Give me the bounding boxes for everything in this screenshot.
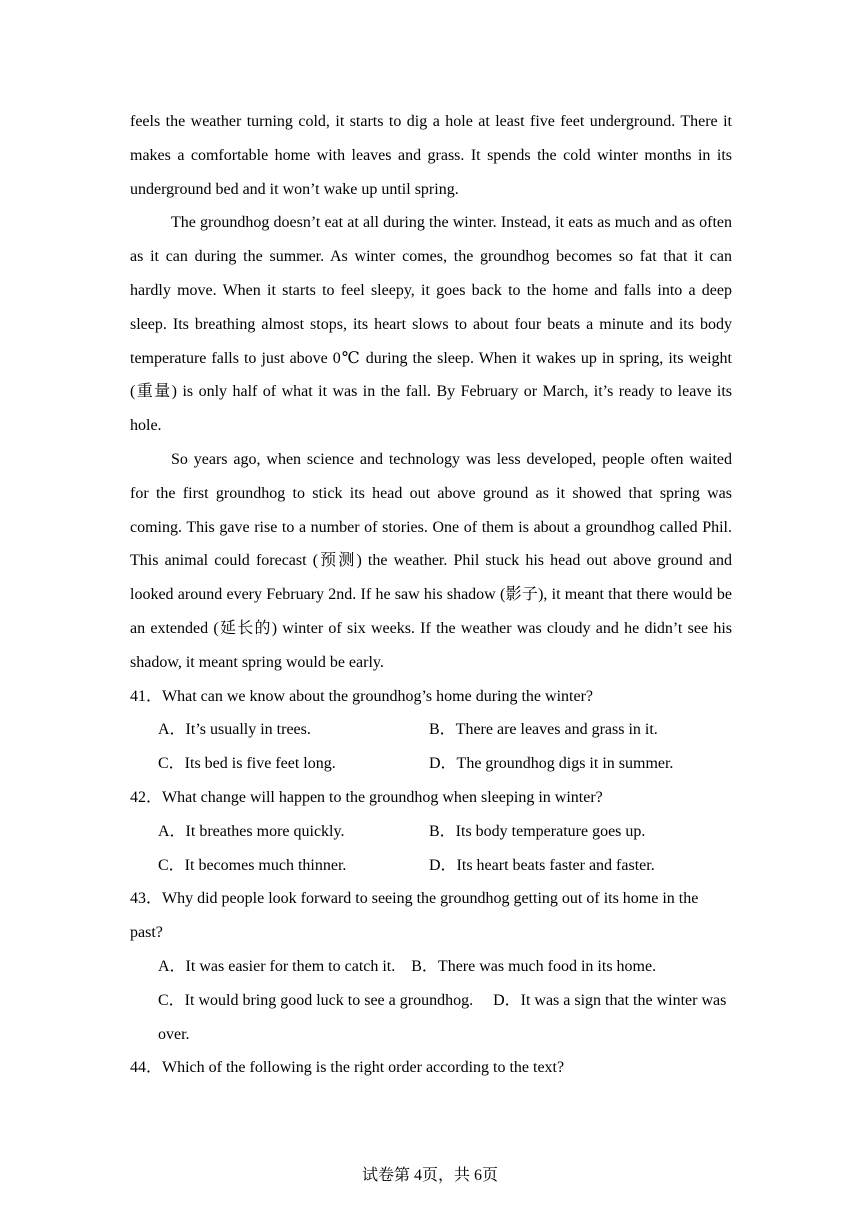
question-stem: 43．Why did people look forward to seeing the groundhog getting out of its home in the past? [130, 890, 699, 942]
page-footer: 试卷第 4页，共 6页 [361, 1167, 498, 1184]
option-a[interactable]: A．It’s usually in trees. [158, 721, 311, 739]
question-stem: 41．What can we know about the groundhog’s home during the winter? [130, 687, 594, 705]
option-b[interactable]: B．There are leaves and grass in it. [429, 721, 658, 739]
option-a[interactable]: A．It breathes more quickly. [158, 822, 345, 840]
options [158, 713, 732, 781]
exam-page-content [130, 105, 732, 1085]
options [158, 815, 732, 883]
passage-paragraph-2: The groundhog doesn’t eat at all during the winter. Instead, it eats as much and as often as it can during the summer. As winter comes, the groundhog becomes so fat that it can hardly move. When it starts to feel sleepy, it goes back to the home and falls into a deep sleep. Its breathing almost stops, its heart slows to about four beats a minute and its body temperature falls to just above 0℃ during the sleep. When it wakes up in spring, its weight (重量) is only half of what it was in the fall. By February or March, it’s ready to leave its hole. [130, 214, 732, 435]
question-42 [130, 781, 732, 882]
question-43 [130, 882, 732, 1051]
question-stem: 42．What change will happen to the groundhog when sleeping in winter? [130, 788, 603, 806]
options-line-cd[interactable]: C．It would bring good luck to see a groundhog. D．It was a sign that the winter was over. [158, 991, 727, 1043]
option-d[interactable]: D．Its heart beats faster and faster. [429, 856, 655, 874]
options-line-ab[interactable]: A．It was easier for them to catch it. B．There was much food in its home. [158, 957, 657, 975]
option-c[interactable]: C．Its bed is five feet long. [158, 755, 336, 773]
options [158, 950, 732, 1051]
option-b[interactable]: B．Its body temperature goes up. [429, 822, 646, 840]
option-c[interactable]: C．It becomes much thinner. [158, 856, 347, 874]
question-44 [130, 1051, 732, 1085]
passage-paragraph-3: So years ago, when science and technology was less developed, people often waited for the first groundhog to stick its head out above ground as it showed that spring was coming. This gave rise to a number of stories. One of them is about a groundhog called Phil. This animal could forecast (预测) the weather. Phil stuck his head out above ground and looked around every February 2nd. If he saw his shadow (影子), it meant that there would be an extended (延长的) winter of six weeks. If the weather was cloudy and he didn’t see his shadow, it meant spring would be early. [130, 450, 732, 671]
question-stem: 44．Which of the following is the right order according to the text? [130, 1059, 565, 1077]
option-d[interactable]: D．The groundhog digs it in summer. [429, 755, 674, 773]
passage-paragraph-1: feels the weather turning cold, it starts to dig a hole at least five feet underground. There it makes a comfortable home with leaves and grass. It spends the cold winter months in its underground bed and it won’t wake up until spring. [130, 113, 732, 198]
question-41 [130, 680, 732, 781]
